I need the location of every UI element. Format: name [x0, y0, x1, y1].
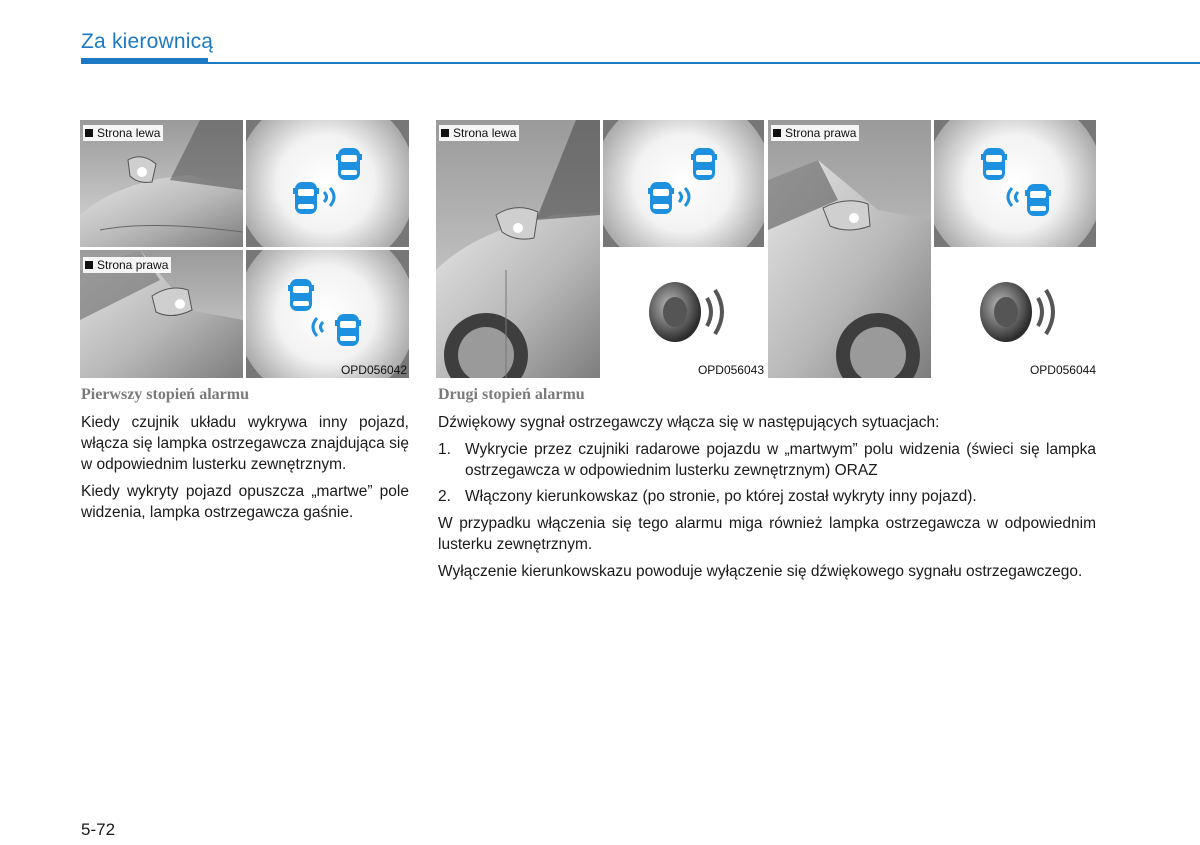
list-item-text: Włączony kierunkowskaz (po stronie, po której został wykryty inny pojazd).	[465, 488, 977, 505]
paragraph: Wyłączenie kierunkowskazu powoduje wyłączenie się dźwiękowego sygnału ostrzegawczego.	[438, 563, 1083, 580]
label-left-side: Strona lewa	[83, 125, 163, 141]
list-item	[438, 486, 1096, 507]
list-item-text: Wykrycie przez czujniki radarowe pojazdu w „martwym” polu widzenia (świeci się lampka ostrzegawcza w odpowiednim lusterku zewnętrznym) ORAZ	[465, 441, 1096, 479]
speaker-illustration	[934, 250, 1096, 378]
list-item-number: 2.	[438, 488, 451, 505]
section-title-second-stage: Drugi stopień alarmu	[438, 386, 585, 403]
label-left-side: Strona lewa	[439, 125, 519, 141]
radar-right-illustration	[934, 120, 1096, 247]
figure-second-stage-left	[436, 120, 764, 378]
page-number: 5-72	[81, 820, 116, 839]
paragraph: W przypadku włączenia się tego alarmu miga również lampka ostrzegawcza w odpowiednim lusterku zewnętrznym.	[438, 515, 1096, 553]
figure-code: OPD056044	[1029, 363, 1096, 377]
figure-second-stage-right	[768, 120, 1096, 378]
car-right-side-illustration	[768, 120, 931, 378]
radar-left-illustration	[603, 120, 764, 247]
list-item	[438, 439, 1096, 481]
paragraph: Dźwiękowy sygnał ostrzegawczy włącza się w następujących sytuacjach:	[438, 414, 940, 431]
figure-code: OPD056043	[697, 363, 764, 377]
list-item-number: 1.	[438, 441, 451, 458]
section-title-first-stage: Pierwszy stopień alarmu	[81, 386, 249, 403]
radar-right-illustration	[246, 250, 409, 378]
header-rule	[81, 62, 1200, 64]
figure-code: OPD056042	[340, 363, 407, 377]
car-left-side-illustration	[436, 120, 600, 378]
paragraph: Kiedy czujnik układu wykrywa inny pojazd, włącza się lampka ostrzegawcza znajdująca się w odpowiednim lusterku zewnętrznym.	[81, 414, 409, 473]
label-right-side: Strona prawa	[771, 125, 859, 141]
section-header-title: Za kierownicą	[81, 30, 214, 53]
label-right-side: Strona prawa	[83, 257, 171, 273]
paragraph: Kiedy wykryty pojazd opuszcza „martwe” pole widzenia, lampka ostrzegawcza gaśnie.	[81, 483, 409, 521]
figure-first-stage-alarm	[80, 120, 409, 378]
radar-left-illustration	[246, 120, 409, 247]
speaker-illustration	[603, 250, 764, 378]
